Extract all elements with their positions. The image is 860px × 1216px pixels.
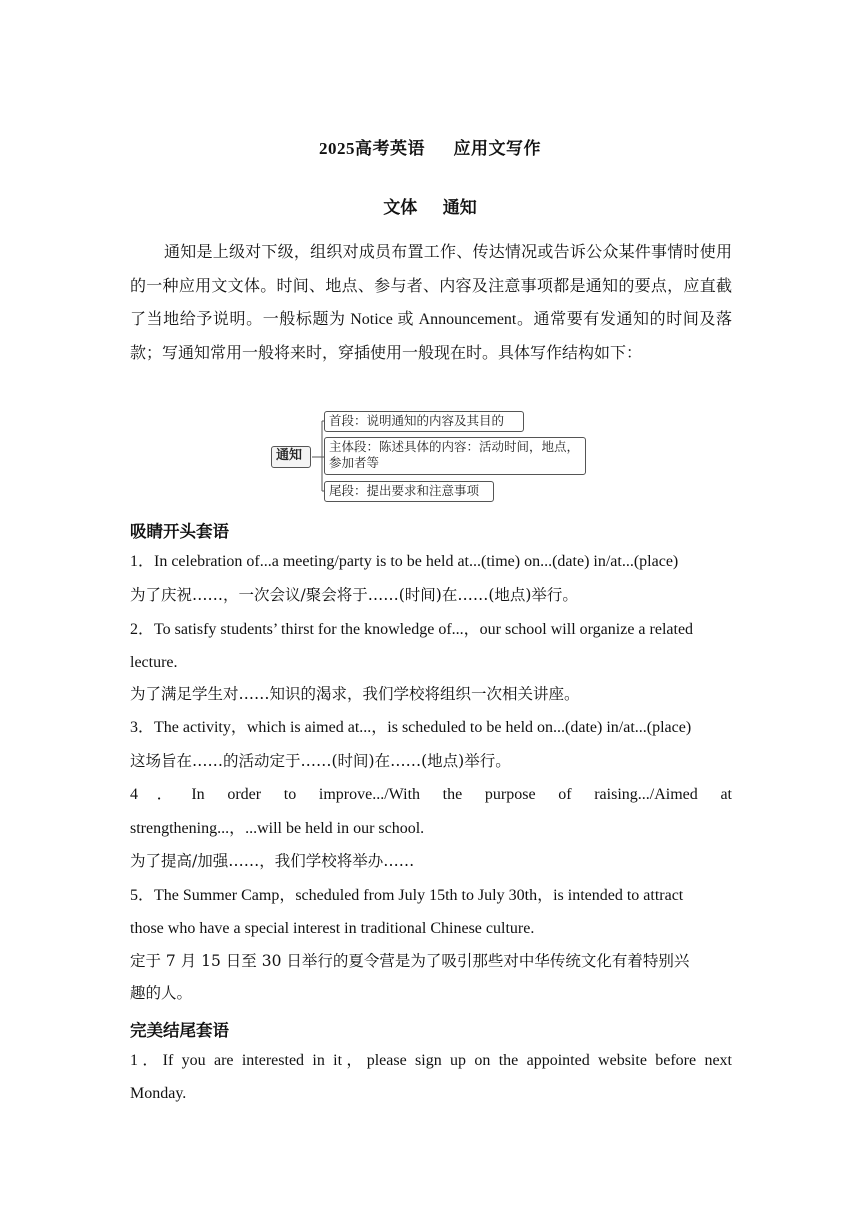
opening-item-4-en-cont: strengthening...，...will be held in our school. <box>130 820 425 837</box>
opening-item-1-zh: 为了庆祝……，一次会议/聚会将于……(时间)在……(地点)举行。 <box>130 586 578 604</box>
diagram-branch-first-paragraph: 首段：说明通知的内容及其目的 <box>324 411 524 432</box>
closing-item-1-en-cont: Monday. <box>130 1085 187 1102</box>
closing-item-1-en: 1．If you are interested in it，please sign up on the appointed website before next <box>130 1052 732 1069</box>
structure-diagram <box>270 409 590 507</box>
opening-item-4-en: 4．In order to improve.../With the purpose of raising.../Aimed at <box>130 786 732 803</box>
page-subtitle: 文体 通知 <box>383 198 477 217</box>
opening-item-1-en: 1．In celebration of...a meeting/party is to be held at...(time) on...(date) in/at...(place) <box>130 553 679 570</box>
opening-item-5-zh: 定于 7 月 15 日至 30 日举行的夏令营是为了吸引那些对中华传统文化有着特别兴 <box>130 952 690 970</box>
opening-item-5-zh-cont: 趣的人。 <box>130 984 193 1002</box>
opening-item-2-en: 2．To satisfy students’ thirst for the knowledge of...，our school will organize a related <box>130 621 694 638</box>
closing-heading: 完美结尾套语 <box>130 1021 229 1040</box>
opening-item-5-en: 5．The Summer Camp，scheduled from July 15th to July 30th，is intended to attract <box>130 887 684 904</box>
opening-item-3-en: 3．The activity，which is aimed at...，is scheduled to be held on...(date) in/at...(place) <box>130 719 692 736</box>
opening-heading: 吸睛开头套语 <box>130 522 229 541</box>
opening-item-3-zh: 这场旨在……的活动定于……(时间)在……(地点)举行。 <box>130 752 511 770</box>
opening-item-2-zh: 为了满足学生对……知识的渴求，我们学校将组织一次相关讲座。 <box>130 685 580 703</box>
diagram-root-node: 通知 <box>271 446 311 468</box>
opening-item-4-zh: 为了提高/加强……，我们学校将举办…… <box>130 852 415 870</box>
intro-paragraph: 通知是上级对下级，组织对成员布置工作、传达情况或告诉公众某件事情时使用的一种应用文文体。时间、地点、参与者、内容及注意事项都是通知的要点，应直截了当地给予说明。一般标题为 Notice 或 Announcement。通常要有发通知的时间及落款；写通知常用一般将来时，穿插使用一般现在时。具体写作结构如下： <box>130 244 732 362</box>
opening-item-5-en-cont: those who have a special interest in traditional Chinese culture. <box>130 920 535 937</box>
opening-item-2-en-cont: lecture. <box>130 654 178 671</box>
diagram-branch-last-paragraph: 尾段：提出要求和注意事项 <box>324 481 494 502</box>
page-title: 2025高考英语 应用文写作 <box>319 139 541 158</box>
diagram-branch-body: 主体段：陈述具体的内容：活动时间，地点，参加者等 <box>324 437 586 475</box>
